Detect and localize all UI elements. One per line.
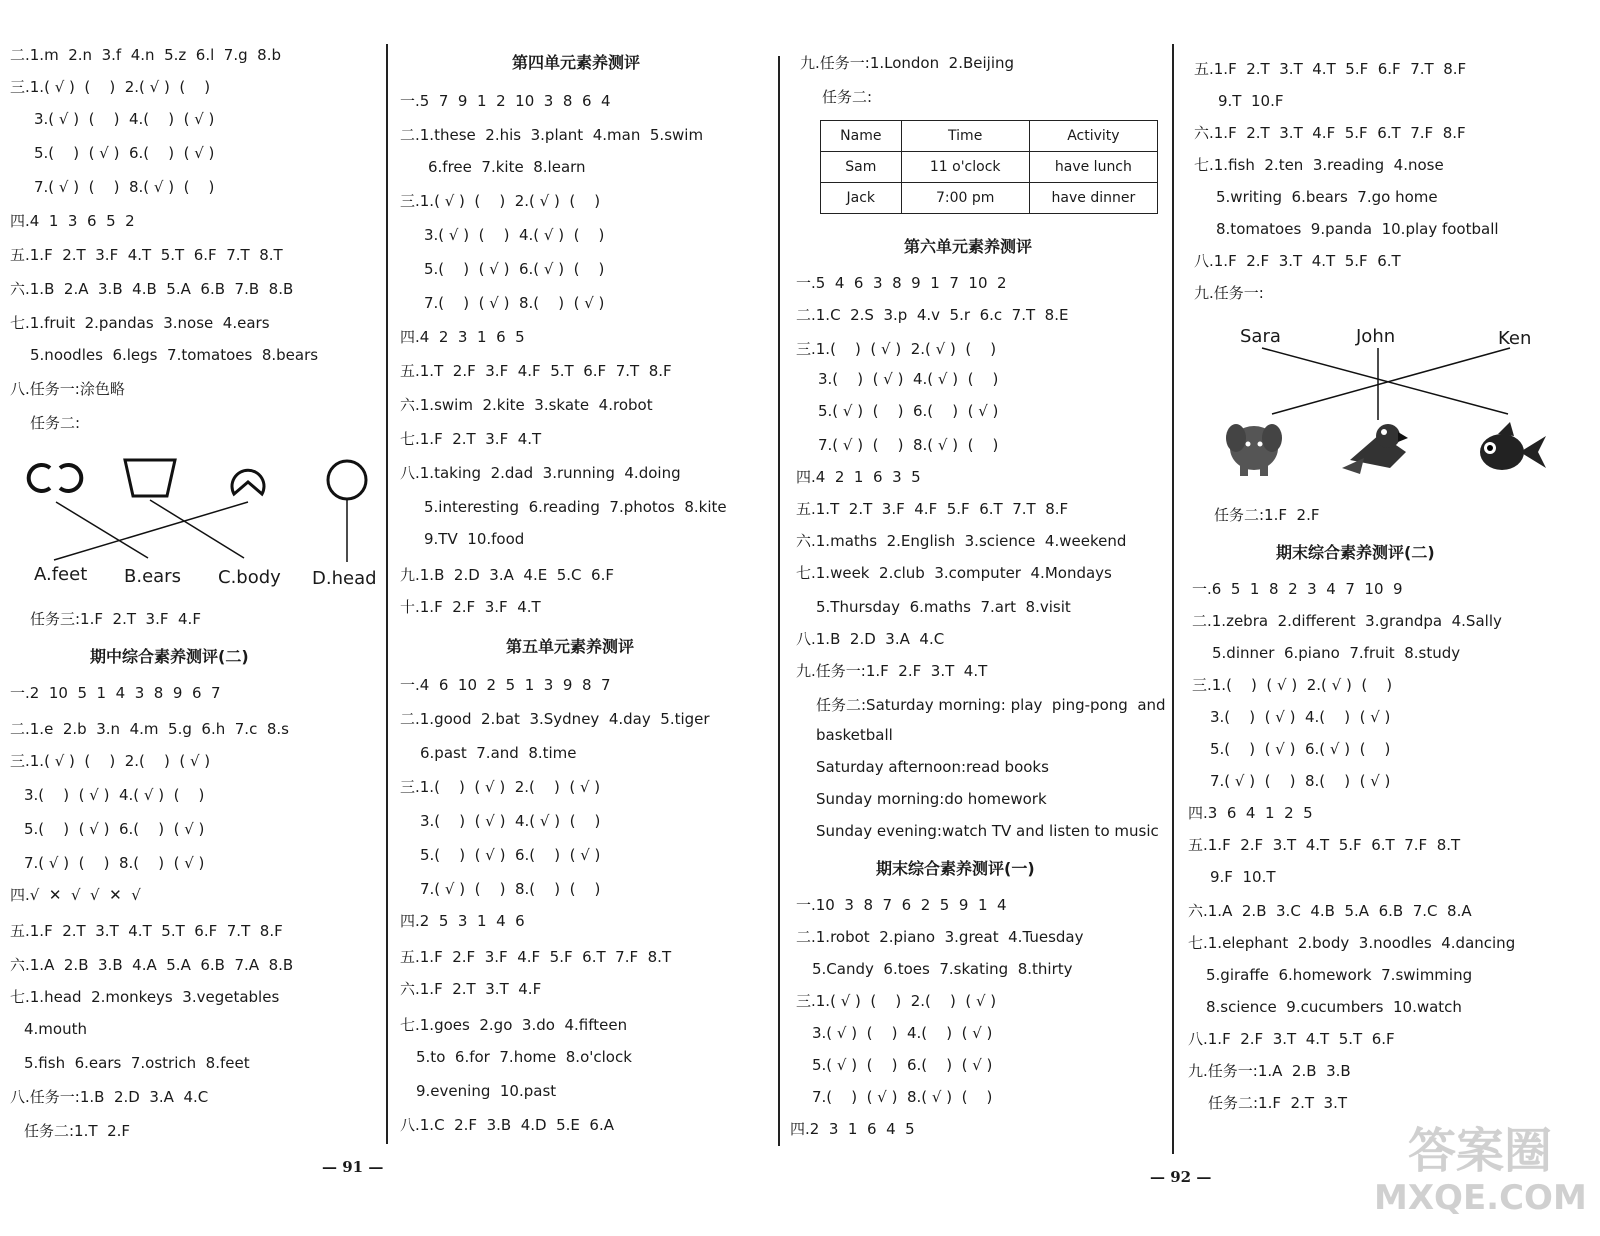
answer-line: 七.1.head 2.monkeys 3.vegetables — [10, 988, 280, 1006]
table-cell: 11 o'clock — [901, 152, 1029, 183]
section-title: 第五单元素养测评 — [506, 637, 635, 656]
answer-line: 七.1.elephant 2.body 3.noodles 4.dancing — [1188, 934, 1516, 952]
answer-line: 三.1.( ) ( √ ) 2.( ) ( √ ) — [400, 778, 601, 796]
answer-line: 五.1.F 2.F 3.F 4.F 5.F 6.T 7.F 8.T — [400, 948, 672, 966]
table-row — [821, 152, 1158, 183]
answer-line: 八.1.F 2.F 3.T 4.T 5.F 6.T — [1194, 252, 1401, 270]
answer-line: 5.( ) ( √ ) 6.( ) ( √ ) — [34, 144, 215, 162]
answer-line: 六.1.swim 2.kite 3.skate 4.robot — [400, 396, 653, 414]
answer-line: 5.( ) ( √ ) 6.( √ ) ( ) — [424, 260, 605, 278]
answer-line: 3.( ) ( √ ) 4.( √ ) ( ) — [24, 786, 205, 804]
answer-line: 4.mouth — [24, 1020, 87, 1038]
fish-icon — [1480, 422, 1546, 470]
answer-line: Saturday afternoon:read books — [816, 758, 1049, 776]
label-feet: A.feet — [34, 564, 88, 585]
ear-shape — [29, 465, 50, 491]
table-header-row — [821, 121, 1158, 152]
answer-line: 二.1.robot 2.piano 3.great 4.Tuesday — [796, 928, 1084, 946]
answer-line: 九.任务一:1.A 2.B 3.B — [1188, 1062, 1351, 1080]
answer-line: 五.1.T 2.T 3.F 4.F 5.F 6.T 7.T 8.F — [796, 500, 1069, 518]
answer-line: 一.5 4 6 3 8 9 1 7 10 2 — [796, 274, 1007, 292]
answer-line: 二.1.these 2.his 3.plant 4.man 5.swim — [400, 126, 704, 144]
answer-line: 九.任务一: — [1194, 284, 1264, 302]
answer-line: 5.giraffe 6.homework 7.swimming — [1206, 966, 1473, 984]
answer-line: 7.( ) ( √ ) 8.( ) ( √ ) — [424, 294, 605, 312]
page-number: — 91 — — [322, 1158, 384, 1176]
answer-line: 3.( √ ) ( ) 4.( √ ) ( ) — [424, 226, 605, 244]
answer-line: 3.( √ ) ( ) 4.( ) ( √ ) — [34, 110, 215, 128]
answer-line: 四.2 5 3 1 4 6 — [400, 912, 525, 930]
answer-line: 九.任务一:1.London 2.Beijing — [800, 54, 1015, 72]
table-cell: have dinner — [1029, 183, 1157, 214]
table-cell: Jack — [821, 183, 902, 214]
answer-line: 3.( √ ) ( ) 4.( ) ( √ ) — [812, 1024, 993, 1042]
answer-line: 7.( √ ) ( ) 8.( ) ( √ ) — [24, 854, 205, 872]
answer-line: 三.1.( √ ) ( ) 2.( ) ( √ ) — [796, 992, 997, 1010]
column-divider — [778, 56, 780, 1146]
answer-line: 任务二: — [30, 414, 81, 432]
answer-line: 一.4 6 10 2 5 1 3 9 8 7 — [400, 676, 611, 694]
answer-line: 五.1.F 2.T 3.T 4.T 5.F 6.F 7.T 8.F — [1194, 60, 1467, 78]
answer-line: 八.1.taking 2.dad 3.running 4.doing — [400, 464, 681, 482]
answer-line: basketball — [816, 726, 893, 744]
answer-line: 9.TV 10.food — [424, 530, 525, 548]
activity-table — [820, 120, 1158, 214]
column-divider — [386, 44, 388, 1144]
answer-line: 七.1.F 2.T 3.F 4.T — [400, 430, 542, 448]
answer-line: 六.1.maths 2.English 3.science 4.weekend — [796, 532, 1127, 550]
answer-line: 8.science 9.cucumbers 10.watch — [1206, 998, 1462, 1016]
answer-line: 四.4 2 3 1 6 5 — [400, 328, 525, 346]
answer-line: 五.1.F 2.T 3.T 4.T 5.T 6.F 7.T 8.F — [10, 922, 283, 940]
answer-line: 八.1.C 2.F 3.B 4.D 5.E 6.A — [400, 1116, 614, 1134]
name-animal-figure — [1220, 340, 1560, 490]
answer-line: 九.任务一:1.F 2.F 3.T 4.T — [796, 662, 988, 680]
answer-line: 四.4 1 3 6 5 2 — [10, 212, 135, 230]
answer-line: 5.interesting 6.reading 7.photos 8.kite — [424, 498, 727, 516]
body-shape — [125, 460, 175, 496]
column-divider — [1172, 44, 1174, 1154]
answer-line: 二.1.zebra 2.different 3.grandpa 4.Sally — [1192, 612, 1502, 630]
answer-line: 7.( √ ) ( ) 8.( ) ( ) — [420, 880, 601, 898]
answer-line: 八.任务一:涂色略 — [10, 380, 125, 398]
label-body: C.body — [218, 567, 281, 588]
answer-line: 3.( ) ( √ ) 4.( ) ( √ ) — [1210, 708, 1391, 726]
answer-line: 6.free 7.kite 8.learn — [428, 158, 586, 176]
answer-line: 七.1.fish 2.ten 3.reading 4.nose — [1194, 156, 1444, 174]
answer-line: 9.T 10.F — [1218, 92, 1284, 110]
answer-line: 9.F 10.T — [1210, 868, 1276, 886]
section-title: 第六单元素养测评 — [904, 237, 1033, 256]
name-ken: Ken — [1498, 328, 1532, 349]
answer-line: 八.1.F 2.F 3.T 4.T 5.T 6.F — [1188, 1030, 1395, 1048]
answer-line: 任务二: — [822, 88, 873, 106]
answer-line: 三.1.( √ ) ( ) 2.( ) ( √ ) — [10, 752, 211, 770]
answer-line: 三.1.( ) ( √ ) 2.( √ ) ( ) — [796, 340, 997, 358]
answer-line: 任务二:1.T 2.F — [24, 1122, 131, 1140]
answer-line: 四.√ ✕ √ √ ✕ √ — [10, 886, 141, 904]
answer-line: 三.1.( √ ) ( ) 2.( √ ) ( ) — [10, 78, 211, 96]
label-ears: B.ears — [124, 566, 181, 587]
answer-line: 八.任务一:1.B 2.D 3.A 4.C — [10, 1088, 209, 1106]
answer-line: 六.1.B 2.A 3.B 4.B 5.A 6.B 7.B 8.B — [10, 280, 294, 298]
table-header: Name — [821, 121, 902, 152]
watermark-logo: 答案圈 — [1408, 1123, 1553, 1179]
answer-line: 三.1.( √ ) ( ) 2.( √ ) ( ) — [400, 192, 601, 210]
table-cell: 7:00 pm — [901, 183, 1029, 214]
answer-line: 二.1.e 2.b 3.n 4.m 5.g 6.h 7.c 8.s — [10, 720, 289, 738]
answer-line: 5.( ) ( √ ) 6.( ) ( √ ) — [420, 846, 601, 864]
answer-line: 七.1.fruit 2.pandas 3.nose 4.ears — [10, 314, 270, 332]
answer-line: 一.2 10 5 1 4 3 8 9 6 7 — [10, 684, 221, 702]
answer-line: 7.( √ ) ( ) 8.( ) ( √ ) — [1210, 772, 1391, 790]
answer-line: 一.10 3 8 7 6 2 5 9 1 4 — [796, 896, 1007, 914]
table-cell: Sam — [821, 152, 902, 183]
answer-line: 二.1.good 2.bat 3.Sydney 4.day 5.tiger — [400, 710, 710, 728]
ear-shape — [60, 465, 81, 491]
answer-line: 九.1.B 2.D 3.A 4.E 5.C 6.F — [400, 566, 614, 584]
answer-line: 3.( ) ( √ ) 4.( √ ) ( ) — [818, 370, 999, 388]
head-shape — [328, 461, 366, 499]
name-john: John — [1356, 326, 1396, 347]
table-row — [821, 183, 1158, 214]
answer-line: 8.tomatoes 9.panda 10.play football — [1216, 220, 1499, 238]
page-number: — 92 — — [1150, 1168, 1212, 1186]
answer-line: 四.4 2 1 6 3 5 — [796, 468, 921, 486]
answer-line: 三.1.( ) ( √ ) 2.( √ ) ( ) — [1192, 676, 1393, 694]
answer-line: 6.past 7.and 8.time — [420, 744, 577, 762]
answer-line: 任务二:1.F 2.F — [1214, 506, 1320, 524]
table-header: Time — [901, 121, 1029, 152]
answer-line: 二.1.m 2.n 3.f 4.n 5.z 6.l 7.g 8.b — [10, 46, 282, 64]
table-header: Activity — [1029, 121, 1157, 152]
section-title: 期末综合素养测评(二) — [1276, 543, 1435, 562]
answer-line: 7.( √ ) ( ) 8.( √ ) ( ) — [818, 436, 999, 454]
answer-line: 9.evening 10.past — [416, 1082, 557, 1100]
answer-line: 5.dinner 6.piano 7.fruit 8.study — [1212, 644, 1461, 662]
answer-line: 五.1.F 2.T 3.F 4.T 5.T 6.F 7.T 8.T — [10, 246, 283, 264]
label-head: D.head — [312, 568, 377, 589]
answer-line: 5.( √ ) ( ) 6.( ) ( √ ) — [818, 402, 999, 420]
answer-line: 八.1.B 2.D 3.A 4.C — [796, 630, 945, 648]
section-title: 第四单元素养测评 — [512, 53, 641, 72]
answer-line: 5.( ) ( √ ) 6.( ) ( √ ) — [24, 820, 205, 838]
answer-line: 二.1.C 2.S 3.p 4.v 5.r 6.c 7.T 8.E — [796, 306, 1069, 324]
answer-line: 7.( ) ( √ ) 8.( √ ) ( ) — [812, 1088, 993, 1106]
answer-line: 5.noodles 6.legs 7.tomatoes 8.bears — [30, 346, 319, 364]
answer-line: 六.1.A 2.B 3.B 4.A 5.A 6.B 7.A 8.B — [10, 956, 294, 974]
answer-line: 任务二:1.F 2.T 3.T — [1208, 1094, 1348, 1112]
answer-line: 一.5 7 9 1 2 10 3 8 6 4 — [400, 92, 611, 110]
answer-line: 5.Candy 6.toes 7.skating 8.thirty — [812, 960, 1073, 978]
answer-line: 七.1.goes 2.go 3.do 4.fifteen — [400, 1016, 628, 1034]
answer-line: 任务二:Saturday morning: play ping-pong and — [816, 696, 1166, 714]
parrot-icon — [1342, 424, 1408, 474]
answer-line: 四.3 6 4 1 2 5 — [1188, 804, 1313, 822]
table-cell: have lunch — [1029, 152, 1157, 183]
answer-line: 5.to 6.for 7.home 8.o'clock — [416, 1048, 632, 1066]
answer-line: 十.1.F 2.F 3.F 4.T — [400, 598, 541, 616]
answer-line: Sunday morning:do homework — [816, 790, 1047, 808]
watermark-url: MXQE.COM — [1374, 1178, 1587, 1218]
matching-line — [1272, 348, 1510, 414]
answer-line: 六.1.F 2.T 3.T 4.F 5.F 6.T 7.F 8.F — [1194, 124, 1466, 142]
answer-line: 四.2 3 1 6 4 5 — [790, 1120, 915, 1138]
matching-line — [56, 502, 148, 558]
answer-line: 5.fish 6.ears 7.ostrich 8.feet — [24, 1054, 250, 1072]
answer-line: 五.1.T 2.F 3.F 4.F 5.T 6.F 7.T 8.F — [400, 362, 672, 380]
answer-line: 任务三:1.F 2.T 3.F 4.F — [30, 610, 201, 628]
answer-line: 7.( √ ) ( ) 8.( √ ) ( ) — [34, 178, 215, 196]
answer-line: 5.writing 6.bears 7.go home — [1216, 188, 1438, 206]
matching-line — [150, 500, 244, 558]
answer-line: 5.( √ ) ( ) 6.( ) ( √ ) — [812, 1056, 993, 1074]
answer-line: 一.6 5 1 8 2 3 4 7 10 9 — [1192, 580, 1403, 598]
section-title: 期末综合素养测评(一) — [876, 859, 1035, 878]
matching-line — [54, 502, 248, 560]
answer-line: 七.1.week 2.club 3.computer 4.Mondays — [796, 564, 1112, 582]
elephant-icon — [1226, 424, 1282, 476]
answer-line: 六.1.A 2.B 3.C 4.B 5.A 6.B 7.C 8.A — [1188, 902, 1472, 920]
matching-line — [1262, 348, 1508, 414]
answer-line: 5.Thursday 6.maths 7.art 8.visit — [816, 598, 1071, 616]
answer-line: 5.( ) ( √ ) 6.( √ ) ( ) — [1210, 740, 1391, 758]
name-sara: Sara — [1240, 326, 1281, 347]
answer-line: Sunday evening:watch TV and listen to music — [816, 822, 1159, 840]
feet-shape — [232, 470, 264, 494]
answer-line: 3.( ) ( √ ) 4.( √ ) ( ) — [420, 812, 601, 830]
answer-line: 六.1.F 2.T 3.T 4.F — [400, 980, 542, 998]
answer-line: 五.1.F 2.F 3.T 4.T 5.F 6.T 7.F 8.T — [1188, 836, 1461, 854]
section-title: 期中综合素养测评(二) — [90, 647, 249, 666]
